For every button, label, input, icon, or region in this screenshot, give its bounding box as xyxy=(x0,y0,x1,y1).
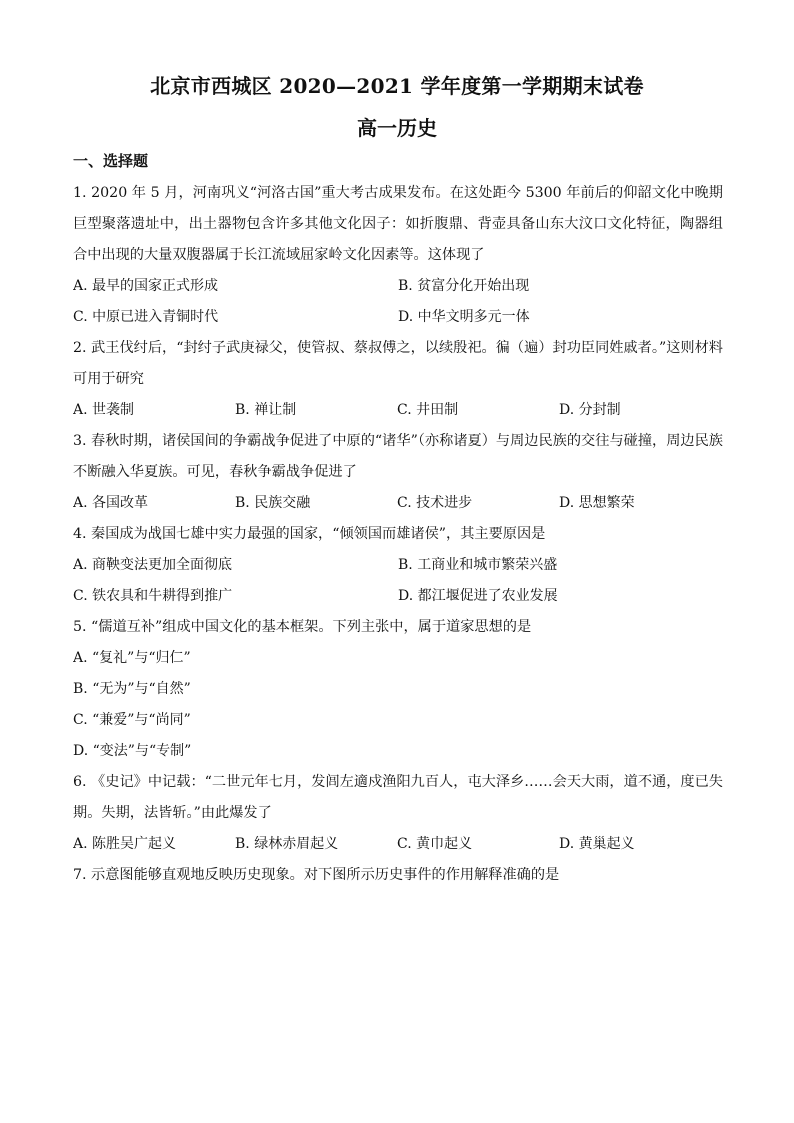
option-list xyxy=(73,395,723,426)
question-stem: 3. 春秋时期，诸侯国间的争霸战争促进了中原的“诸华”（亦称诸夏）与周边民族的交往与碰撞，周边民族不断融入华夏族。可见，春秋争霸战争促进了 xyxy=(73,433,723,480)
option-d[interactable]: D. 黄巢起义 xyxy=(559,836,635,852)
question-2 xyxy=(73,333,723,426)
question-stem: 5. “儒道互补”组成中国文化的基本框架。下列主张中，属于道家思想的是 xyxy=(73,619,532,635)
exam-subject: 高一历史 xyxy=(357,116,437,140)
option-b[interactable]: B. 工商业和城市繁荣兴盛 xyxy=(398,557,558,573)
question-4 xyxy=(73,519,723,612)
option-a[interactable]: A. 最早的国家正式形成 xyxy=(73,278,219,294)
section-heading: 一、选择题 xyxy=(73,152,149,170)
question-3 xyxy=(73,426,723,519)
option-list xyxy=(73,271,723,333)
question-6 xyxy=(73,767,723,860)
option-d[interactable]: D. 都江堰促进了农业发展 xyxy=(398,588,558,604)
option-list xyxy=(73,829,723,860)
option-c[interactable]: C. “兼爱”与“尚同” xyxy=(73,712,191,728)
option-a[interactable]: A. 世袭制 xyxy=(73,402,135,418)
option-b[interactable]: B. “无为”与“自然” xyxy=(73,681,191,697)
option-c[interactable]: C. 黄巾起义 xyxy=(397,836,473,852)
option-b[interactable]: B. 禅让制 xyxy=(235,402,297,418)
option-b[interactable]: B. 民族交融 xyxy=(235,495,311,511)
option-list xyxy=(73,488,723,519)
question-stem: 7. 示意图能够直观地反映历史现象。对下图所示历史事件的作用解释准确的是 xyxy=(73,867,560,883)
option-c[interactable]: C. 铁农具和牛耕得到推广 xyxy=(73,588,233,604)
exam-title: 北京市西城区 2020—2021 学年度第一学期期末试卷 xyxy=(150,74,644,98)
option-c[interactable]: C. 井田制 xyxy=(397,402,459,418)
option-d[interactable]: D. “变法”与“专制” xyxy=(73,743,192,759)
question-1 xyxy=(73,178,723,333)
option-b[interactable]: B. 绿林赤眉起义 xyxy=(235,836,339,852)
question-stem: 2. 武王伐纣后，“封纣子武庚禄父，使管叔、蔡叔傅之，以续殷祀。徧（遍）封功臣同姓戚者。”这则材料可用于研究 xyxy=(73,340,723,387)
option-b[interactable]: B. 贫富分化开始出现 xyxy=(398,278,530,294)
option-a[interactable]: A. 陈胜吴广起义 xyxy=(73,836,177,852)
option-a[interactable]: A. 各国改革 xyxy=(73,495,149,511)
question-stem: 1. 2020 年 5 月，河南巩义“河洛古国”重大考古成果发布。在这处距今 5300 年前后的仰韶文化中晚期巨型聚落遗址中，出土器物包含许多其他文化因子：如折腹鼎、背壶具备山东大汶口文化特征，陶器组合中出现的大量双腹器属于长江流域屈家岭文化因素等。这体现了 xyxy=(73,185,723,263)
option-d[interactable]: D. 分封制 xyxy=(559,402,621,418)
option-list xyxy=(73,643,723,767)
option-a[interactable]: A. “复礼”与“归仁” xyxy=(73,650,191,666)
question-stem: 4. 秦国成为战国七雄中实力最强的国家，“倾领国而雄诸侯”，其主要原因是 xyxy=(73,526,546,542)
option-c[interactable]: C. 技术进步 xyxy=(397,495,473,511)
option-d[interactable]: D. 中华文明多元一体 xyxy=(398,309,530,325)
question-5 xyxy=(73,612,723,767)
option-c[interactable]: C. 中原已进入青铜时代 xyxy=(73,309,219,325)
question-stem: 6. 《史记》中记载：“二世元年七月，发闾左適戍渔阳九百人，屯大泽乡……会天大雨，道不通，度已失期。失期，法皆斩。”由此爆发了 xyxy=(73,774,723,821)
question-list xyxy=(73,178,723,891)
question-7 xyxy=(73,860,723,891)
option-d[interactable]: D. 思想繁荣 xyxy=(559,495,635,511)
option-a[interactable]: A. 商鞅变法更加全面彻底 xyxy=(73,557,233,573)
option-list xyxy=(73,550,723,612)
